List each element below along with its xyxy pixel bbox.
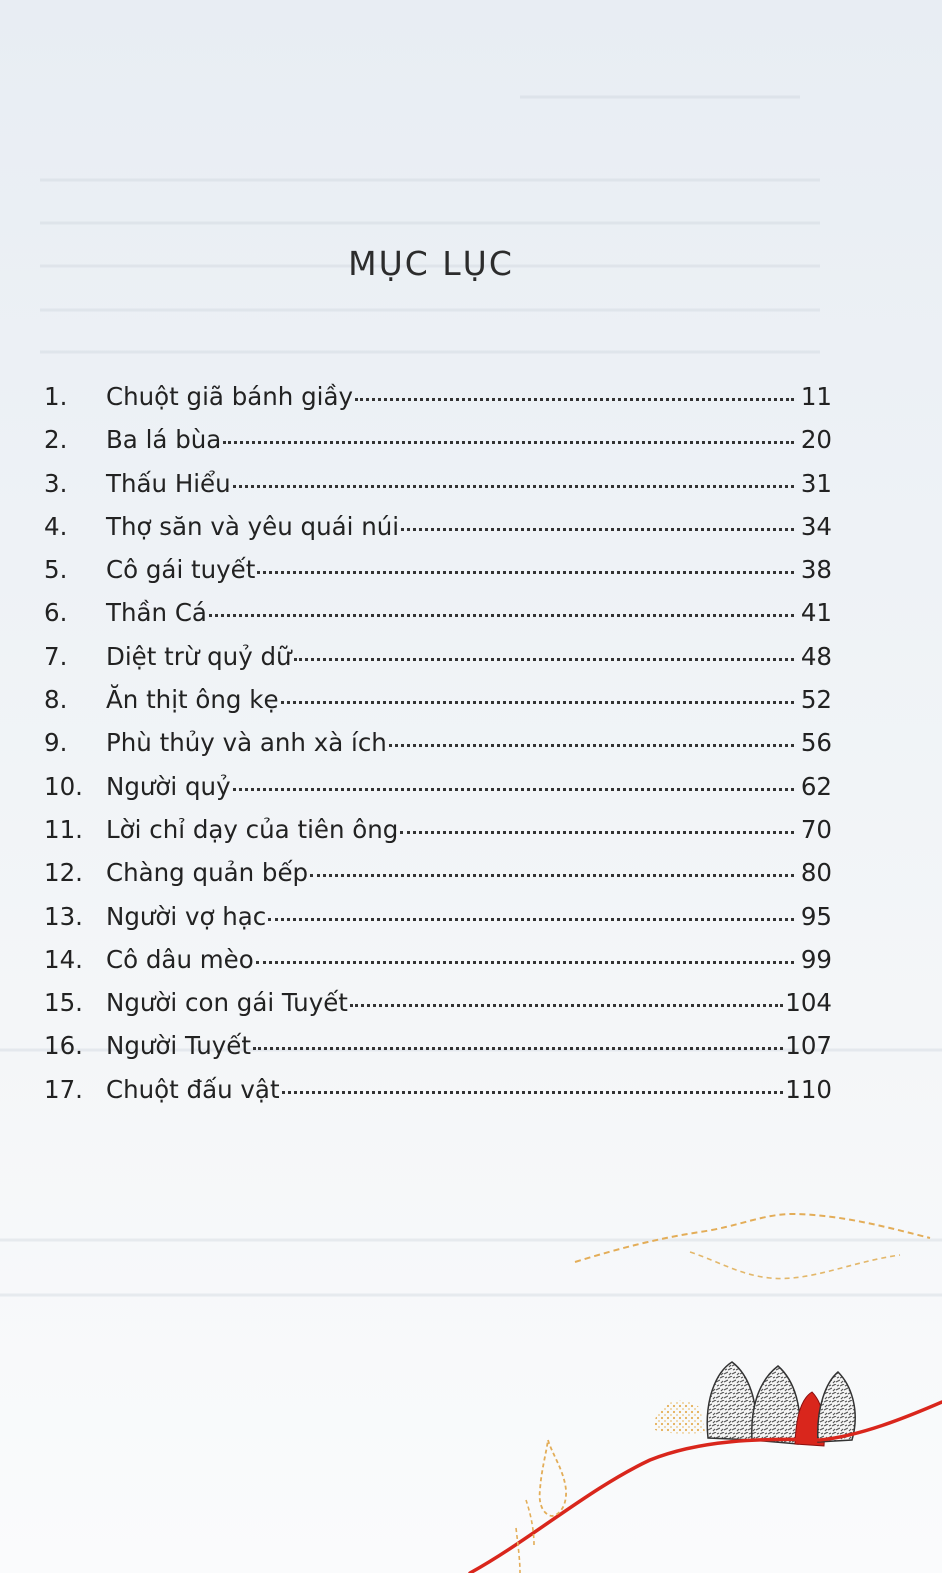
entry-page: 62: [800, 771, 832, 801]
entry-title: Lời chỉ dạy của tiên ông: [106, 814, 399, 844]
entry-number: 12.: [44, 858, 83, 888]
entry-page: 31: [800, 468, 832, 498]
entry-title: Người Tuyết: [106, 1031, 251, 1061]
entry-page: 52: [800, 685, 832, 715]
entry-number: 9.: [44, 728, 68, 758]
entry-page: 48: [800, 641, 832, 671]
entry-title: Thợ săn và yêu quái núi: [106, 511, 400, 541]
entry-page: 38: [800, 555, 832, 585]
entry-page: 34: [800, 511, 832, 541]
entry-page: 11: [800, 382, 832, 411]
entry-number: 6.: [44, 598, 68, 628]
entry-title: Chuột giã bánh giầy: [106, 382, 353, 411]
entry-title: Cô gái tuyết: [106, 555, 256, 585]
entry-number: 11.: [44, 814, 83, 844]
entry-title: Thần Cá: [106, 598, 207, 628]
entry-title: Người con gái Tuyết: [106, 988, 348, 1018]
entry-page: 41: [800, 598, 832, 628]
entry-page: 70: [800, 814, 832, 844]
entry-page: 20: [800, 425, 832, 455]
entry-number: 8.: [44, 685, 68, 715]
entry-page: 107: [785, 1031, 832, 1061]
entry-page: 56: [800, 728, 832, 758]
entry-title: Thấu Hiểu: [106, 468, 231, 498]
entry-title: Người vợ hạc: [106, 901, 267, 931]
entry-title: Phù thủy và anh xà ích: [106, 728, 387, 758]
entry-number: 17.: [44, 1074, 83, 1104]
entry-page: 104: [785, 988, 832, 1018]
entry-title: Cô dâu mèo: [106, 944, 254, 974]
entry-number: 14.: [44, 944, 83, 974]
entry-title: Chàng quản bếp: [106, 858, 309, 888]
entry-number: 10.: [44, 771, 83, 801]
entry-title: Diệt trừ quỷ dữ: [106, 641, 292, 671]
entry-title: Chuột đấu vật: [106, 1074, 280, 1104]
entry-title: Người quỷ: [106, 771, 231, 801]
entry-number: 5.: [44, 555, 68, 585]
page-title: MỤC LỤC: [348, 244, 514, 284]
entry-number: 16.: [44, 1031, 83, 1061]
entry-number: 15.: [44, 988, 83, 1018]
entry-title: Ăn thịt ông kẹ: [106, 685, 279, 715]
entry-page: 80: [800, 858, 832, 888]
entry-page: 95: [800, 901, 832, 931]
entry-number: 4.: [44, 511, 68, 541]
entry-page: 110: [785, 1074, 832, 1104]
entry-number: 2.: [44, 425, 68, 455]
entry-title: Ba lá bùa: [106, 425, 222, 455]
entry-number: 3.: [44, 468, 68, 498]
entry-number: 1.: [44, 382, 68, 411]
entry-page: 99: [800, 944, 832, 974]
entry-number: 13.: [44, 901, 83, 931]
entry-number: 7.: [44, 641, 68, 671]
